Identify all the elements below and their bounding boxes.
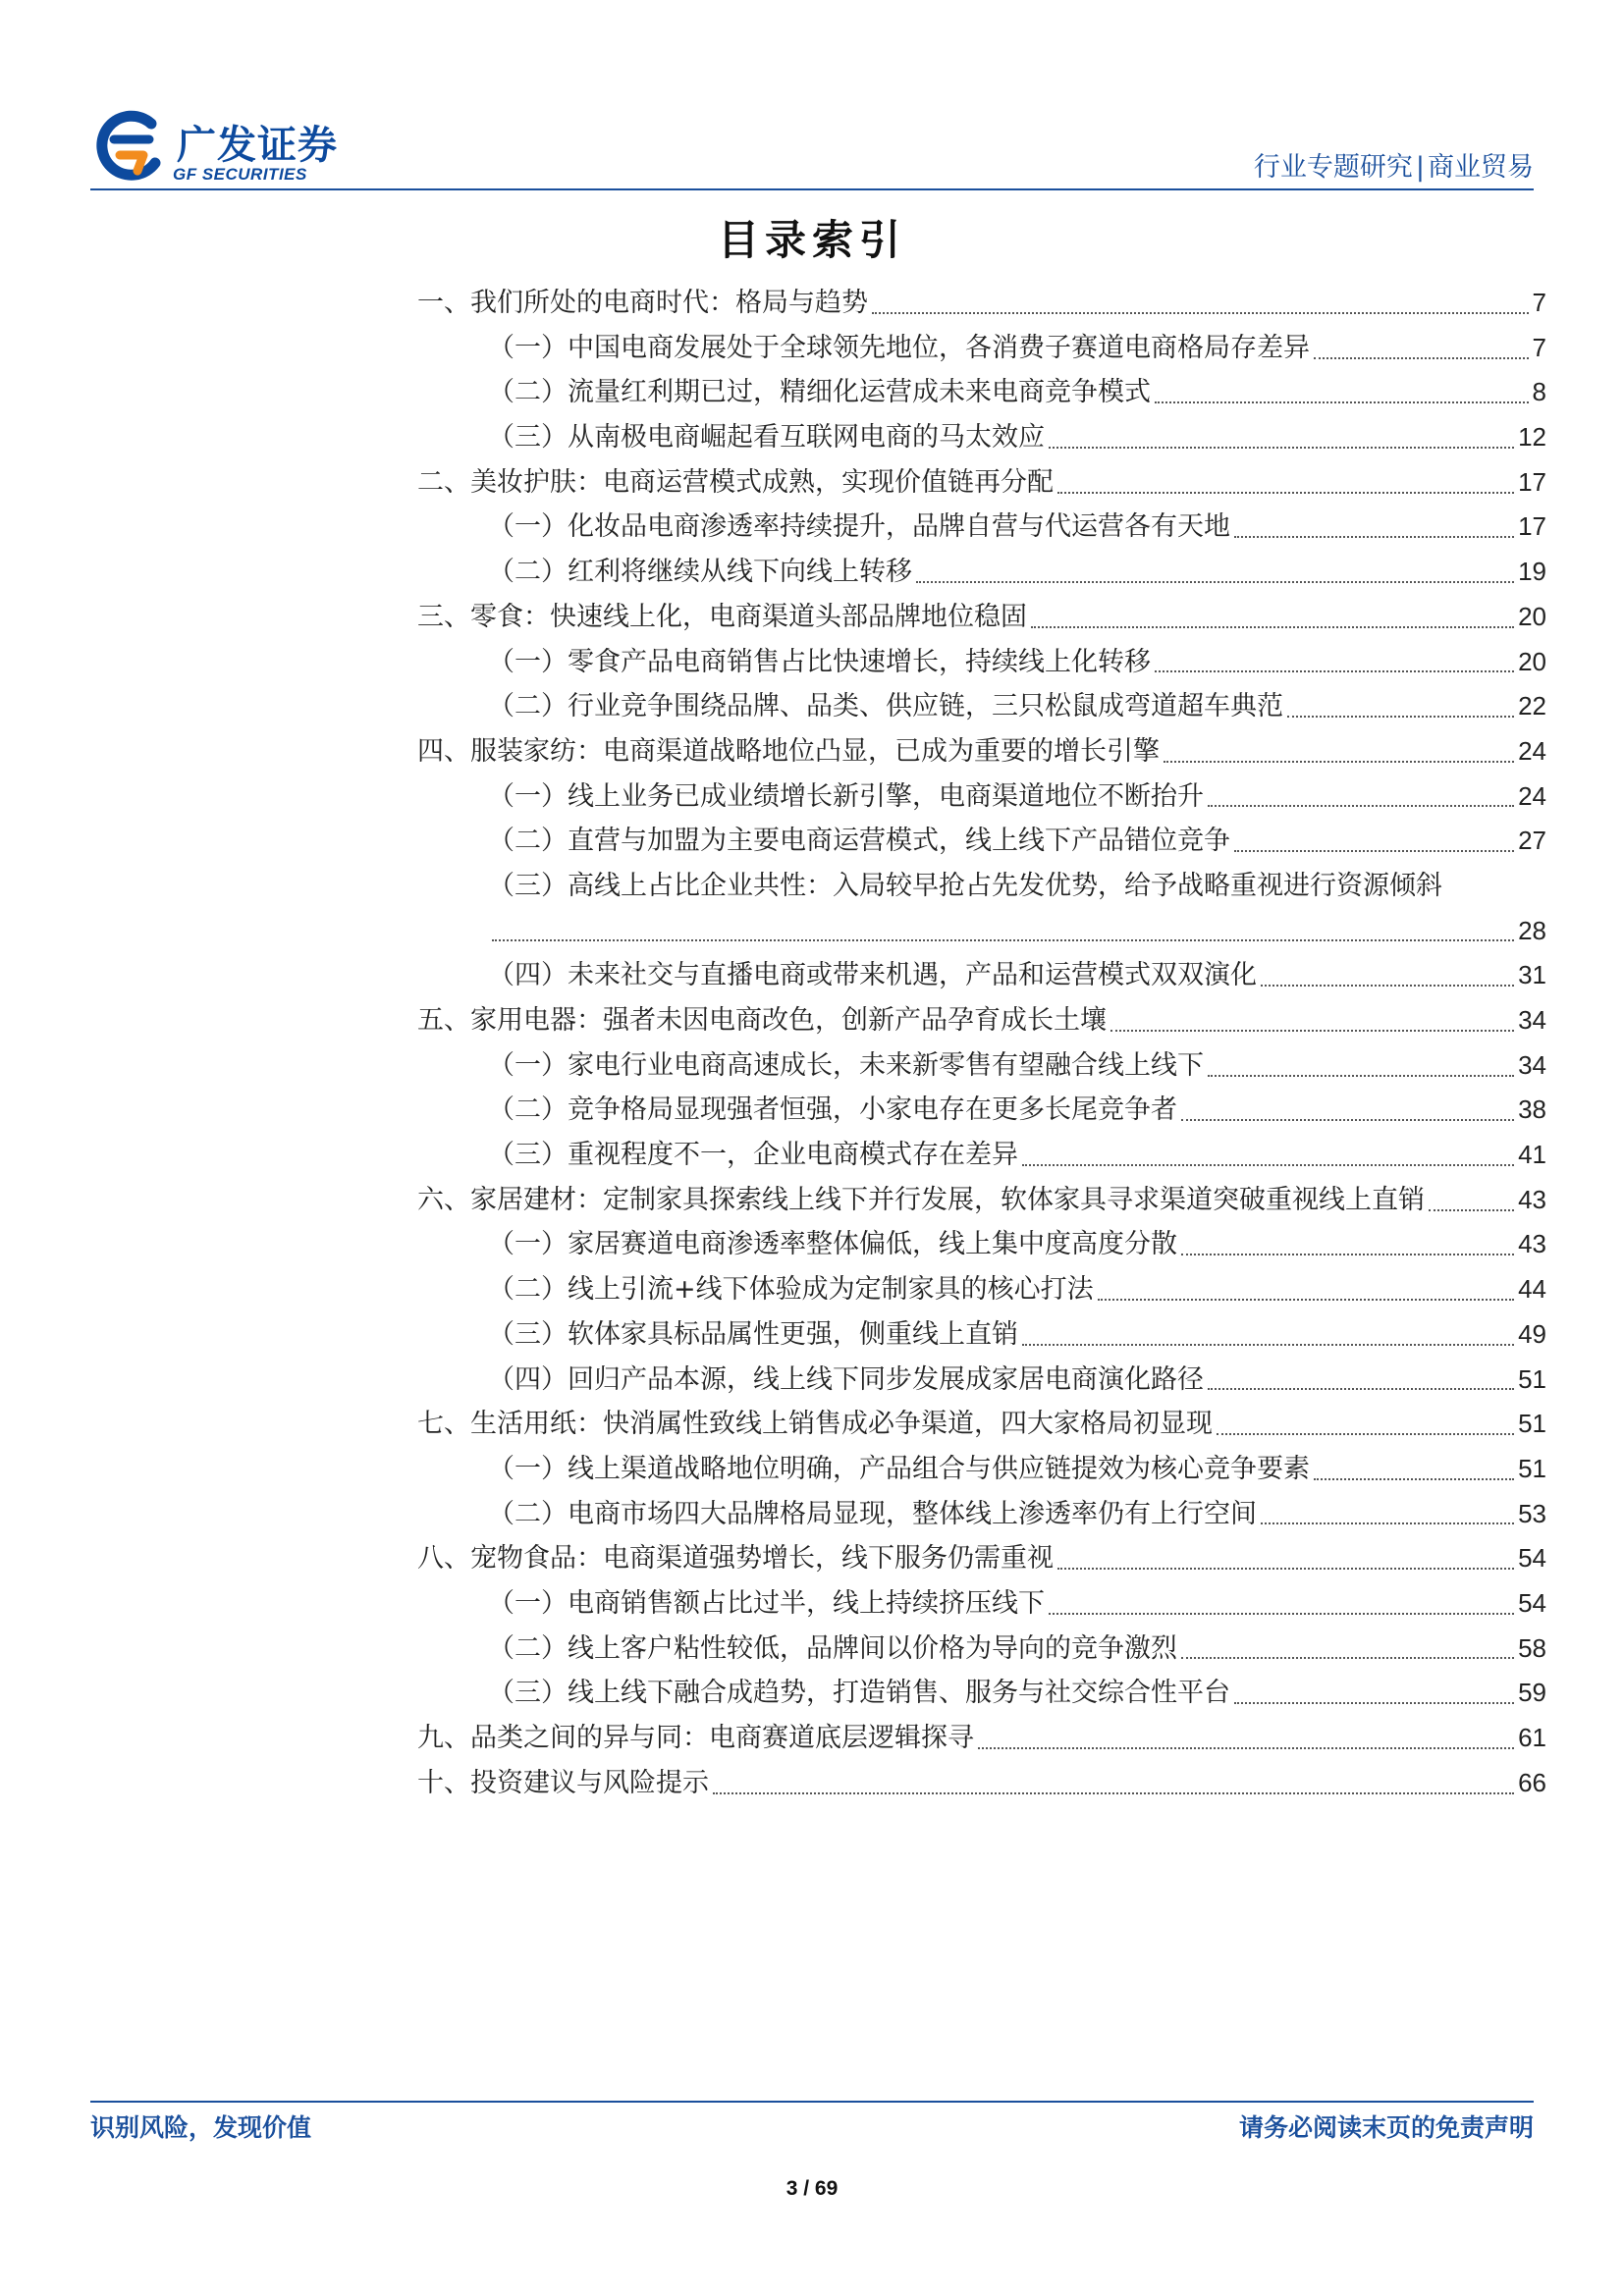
- toc-entry[interactable]: [417, 281, 1546, 326]
- toc-entry-page: 27: [1518, 826, 1546, 856]
- toc-entry-page: 54: [1518, 1543, 1546, 1574]
- toc-entry[interactable]: [417, 505, 1546, 550]
- toc-entry[interactable]: [417, 1536, 1546, 1581]
- toc-entry-page: 31: [1518, 960, 1546, 990]
- toc-entry-page: 7: [1532, 332, 1546, 362]
- toc-entry-title: （三）重视程度不一，企业电商模式存在差异: [488, 1140, 1018, 1171]
- toc-entry[interactable]: [417, 1312, 1546, 1358]
- toc-leader-dots: [1049, 1613, 1514, 1615]
- brand-logo: [90, 110, 346, 188]
- toc-entry[interactable]: [417, 415, 1546, 460]
- toc-entry[interactable]: [417, 1267, 1546, 1312]
- toc-leader-dots: [1057, 1568, 1514, 1570]
- toc-entry-title: 八、宠物食品：电商渠道强势增长，线下服务仍需重视: [417, 1543, 1054, 1575]
- toc-entry-page: 34: [1518, 1049, 1546, 1080]
- toc-entry[interactable]: [417, 1716, 1546, 1761]
- toc-leader-dots: [1234, 850, 1514, 852]
- toc-entry-title: （二）直营与加盟为主要电商运营模式，线上线下产品错位竞争: [488, 826, 1230, 857]
- toc-leader-dots: [1164, 761, 1514, 763]
- toc-leader-dots: [1429, 1209, 1514, 1211]
- toc-entry[interactable]: [417, 1492, 1546, 1537]
- toc-entry-page: 53: [1518, 1498, 1546, 1528]
- toc-entry-page: 51: [1518, 1409, 1546, 1439]
- toc-leader-dots: [1181, 1119, 1514, 1121]
- toc-entry-title: （二）竞争格局显现强者恒强，小家电存在更多长尾竞争者: [488, 1095, 1177, 1126]
- footer-rule: [90, 2101, 1534, 2103]
- toc-leader-dots: [1155, 670, 1514, 672]
- toc-leader-dots: [492, 939, 1514, 941]
- toc-entry-title: （三）线上线下融合成趋势，打造销售、服务与社交综合性平台: [488, 1678, 1230, 1709]
- toc-entry-title: 九、品类之间的异与同：电商赛道底层逻辑探寻: [417, 1723, 974, 1754]
- toc-leader-dots: [1234, 536, 1514, 538]
- toc-entry-page: 17: [1518, 511, 1546, 542]
- toc-entry[interactable]: [417, 774, 1546, 820]
- toc-entry-page: 59: [1518, 1678, 1546, 1708]
- toc-leader-dots: [1098, 1299, 1514, 1301]
- toc-entry-title: 三、零食：快速线上化，电商渠道头部品牌地位稳固: [417, 601, 1027, 632]
- toc-leader-dots: [1314, 1478, 1514, 1480]
- toc-entry-title: （一）电商销售额占比过半，线上持续挤压线下: [488, 1587, 1045, 1619]
- toc-entry-title: （一）中国电商发展处于全球领先地位，各消费子赛道电商格局存差异: [488, 332, 1310, 363]
- toc-entry-title: 五、家用电器：强者未因电商改色，创新产品孕育成长土壤: [417, 1005, 1107, 1037]
- toc-leader-dots: [1217, 1433, 1514, 1435]
- toc-leader-dots: [1031, 626, 1514, 628]
- toc-leader-dots: [1287, 716, 1514, 718]
- toc-leader-dots: [1234, 1702, 1514, 1704]
- toc-entry[interactable]: [417, 1043, 1546, 1089]
- toc-entry-page: 7: [1532, 288, 1546, 317]
- toc-leader-dots: [1181, 1254, 1514, 1255]
- footer-slogan: 识别风险，发现价值: [90, 2113, 312, 2142]
- toc-entry-page: 51: [1518, 1363, 1546, 1394]
- toc-entry-page: 43: [1518, 1229, 1546, 1259]
- toc-entry-title: （一）家电行业电商高速成长，未来新零售有望融合线上线下: [488, 1049, 1204, 1081]
- toc-entry-title: 七、生活用纸：快消属性致线上销售成必争渠道，四大家格局初显现: [417, 1409, 1213, 1440]
- toc-entry-page: 20: [1518, 646, 1546, 676]
- toc-entry-page: 41: [1518, 1140, 1546, 1170]
- footer-disclaimer-link[interactable]: 请务必阅读末页的免责声明: [1238, 2113, 1534, 2142]
- toc-entry[interactable]: [417, 819, 1546, 864]
- toc-entry-page: 38: [1518, 1095, 1546, 1125]
- toc-entry[interactable]: [417, 1088, 1546, 1133]
- toc-leader-dots: [1022, 1344, 1514, 1346]
- toc-entry[interactable]: [417, 1581, 1546, 1627]
- toc-entry-title: （二）行业竞争围绕品牌、品类、供应链，三只松鼠成弯道超车典范: [488, 691, 1283, 722]
- toc-entry-title: （三）软体家具标品属性更强，侧重线上直销: [488, 1318, 1018, 1350]
- toc-entry[interactable]: [417, 1222, 1546, 1267]
- toc-leader-dots: [1181, 1657, 1514, 1659]
- toc-entry-page: 54: [1518, 1587, 1546, 1618]
- toc-entry-page: 20: [1518, 601, 1546, 631]
- toc-leader-dots: [978, 1747, 1514, 1749]
- toc-entry[interactable]: [417, 550, 1546, 595]
- toc-entry-title: （一）线上业务已成业绩增长新引擎，电商渠道地位不断抬升: [488, 780, 1204, 812]
- report-type: 行业专题研究: [1253, 152, 1413, 183]
- report-category: [1254, 145, 1534, 184]
- toc-entry-page: 24: [1518, 780, 1546, 811]
- toc-leader-dots: [1261, 985, 1514, 987]
- toc-leader-dots: [1110, 1030, 1514, 1032]
- toc-title: 目录索引: [717, 216, 906, 264]
- toc-entry-page: 66: [1518, 1767, 1546, 1797]
- toc-entry[interactable]: [417, 729, 1546, 774]
- toc-entry-page: 34: [1518, 1005, 1546, 1036]
- logo-chinese-name: 广发证券: [177, 123, 338, 168]
- toc-entry-title: （一）化妆品电商渗透率持续提升，品牌自营与代运营各有天地: [488, 511, 1230, 543]
- toc-leader-dots: [1208, 1388, 1514, 1390]
- toc-entry-page: 51: [1518, 1453, 1546, 1483]
- toc-entry-title: （四）未来社交与直播电商或带来机遇，产品和运营模式双双演化: [488, 960, 1257, 991]
- toc-leader-dots: [1261, 1522, 1514, 1524]
- gf-logo-icon: [90, 110, 169, 188]
- toc-entry-title: 二、美妆护肤：电商运营模式成熟，实现价值链再分配: [417, 466, 1054, 498]
- toc-entry-title: （二）线上引流+线下体验成为定制家具的核心打法: [488, 1274, 1094, 1306]
- toc-entry[interactable]: [417, 1671, 1546, 1716]
- toc-entry-title: （一）线上渠道战略地位明确，产品组合与供应链提效为核心竞争要素: [488, 1453, 1310, 1484]
- toc-entry-title: （三）高线上占比企业共性：入局较早抢占先发优势，给予战略重视进行资源倾斜: [488, 870, 1442, 901]
- toc-entry-title: （四）回归产品本源，线上线下同步发展成家居电商演化路径: [488, 1363, 1204, 1395]
- toc-entry[interactable]: [417, 998, 1546, 1043]
- toc-leader-dots: [1208, 805, 1514, 807]
- toc-entry-title: 四、服装家纺：电商渠道战略地位凸显，已成为重要的增长引擎: [417, 735, 1160, 767]
- toc-leader-dots: [916, 581, 1514, 583]
- toc-entry[interactable]: [417, 1761, 1546, 1806]
- toc-entry-page: 19: [1518, 557, 1546, 587]
- toc-leader-dots: [1022, 1164, 1514, 1166]
- header-rule: [90, 188, 1534, 190]
- toc-entry-title: 六、家居建材：定制家具探索线上线下并行发展，软体家具寻求渠道突破重视线上直销: [417, 1184, 1425, 1215]
- toc-entry[interactable]: [417, 595, 1546, 640]
- logo-english-name: GF SECURITIES: [173, 165, 307, 184]
- toc-entry-page: 43: [1518, 1184, 1546, 1214]
- toc-leader-dots: [1208, 1075, 1514, 1077]
- report-sector: 商业贸易: [1428, 152, 1534, 183]
- toc-entry-page: 22: [1518, 691, 1546, 721]
- toc-entry[interactable]: [417, 1133, 1546, 1178]
- toc-entry-title: 十、投资建议与风险提示: [417, 1767, 709, 1798]
- toc-entry-title: 一、我们所处的电商时代：格局与趋势: [417, 288, 868, 318]
- toc-entry[interactable]: [417, 1627, 1546, 1672]
- toc-entry[interactable]: [417, 1358, 1546, 1403]
- toc-entry-page: 49: [1518, 1318, 1546, 1349]
- toc-entry[interactable]: [417, 326, 1546, 371]
- toc-entry[interactable]: [417, 370, 1546, 415]
- toc-entry-page: 28: [1518, 915, 1546, 945]
- toc-entry-title: （二）红利将继续从线下向线上转移: [488, 557, 912, 588]
- toc-leader-dots: [1049, 447, 1514, 449]
- toc-entry[interactable]: [417, 1178, 1546, 1223]
- toc-entry-page: 12: [1518, 422, 1546, 453]
- toc-entry[interactable]: [417, 684, 1546, 729]
- header-separator: |: [1415, 152, 1425, 183]
- toc-entry-title: （二）线上客户粘性较低，品牌间以价格为导向的竞争激烈: [488, 1632, 1177, 1664]
- page-number: 3 / 69: [785, 2177, 839, 2200]
- toc-leader-dots: [872, 312, 1529, 314]
- toc-leader-dots: [1057, 492, 1514, 494]
- toc-entry-title: （二）流量红利期已过，精细化运营成未来电商竞争模式: [488, 377, 1151, 408]
- table-of-contents: [417, 281, 1546, 1805]
- toc-entry-page: 44: [1518, 1274, 1546, 1305]
- toc-entry[interactable]: [417, 1447, 1546, 1492]
- toc-entry[interactable]: [417, 953, 1546, 998]
- toc-entry-page: 58: [1518, 1632, 1546, 1663]
- toc-entry-page: 61: [1518, 1723, 1546, 1753]
- toc-entry[interactable]: [417, 1402, 1546, 1447]
- toc-leader-dots: [1155, 401, 1529, 403]
- toc-entry-title: （一）零食产品电商销售占比快速增长，持续线上化转移: [488, 646, 1151, 677]
- toc-leader-dots: [1314, 357, 1529, 359]
- toc-leader-dots: [713, 1792, 1514, 1794]
- toc-entry-title: （三）从南极电商崛起看互联网电商的马太效应: [488, 422, 1045, 454]
- toc-entry-page: 17: [1518, 466, 1546, 497]
- toc-entry-page: 24: [1518, 735, 1546, 766]
- toc-entry-title: （二）电商市场四大品牌格局显现，整体线上渗透率仍有上行空间: [488, 1498, 1257, 1529]
- toc-entry[interactable]: [417, 460, 1546, 506]
- toc-entry[interactable]: [417, 864, 1546, 953]
- toc-entry-page: 8: [1532, 377, 1546, 407]
- toc-entry-title: （一）家居赛道电商渗透率整体偏低，线上集中度高度分散: [488, 1229, 1177, 1260]
- toc-entry[interactable]: [417, 640, 1546, 685]
